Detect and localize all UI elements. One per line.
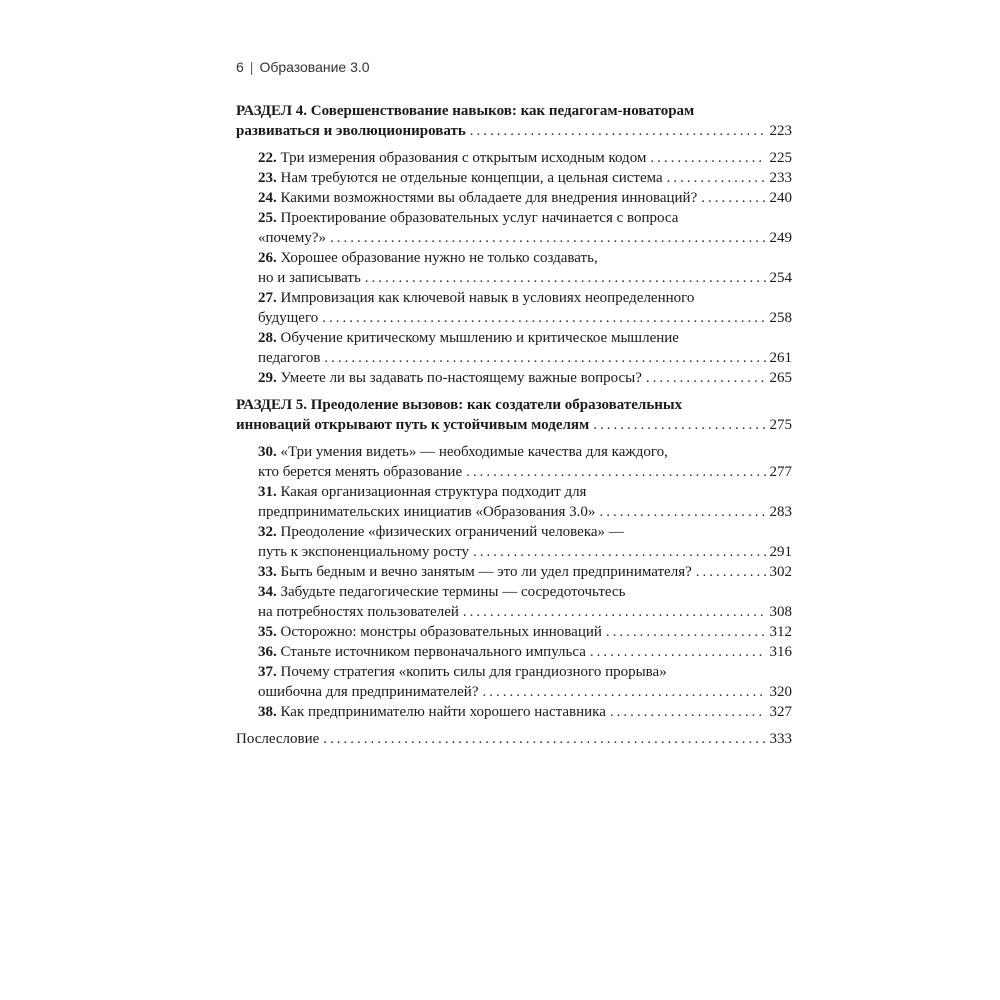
section-title-last-line (236, 121, 792, 141)
chapter-number: 35. (258, 624, 277, 640)
chapter-last-line (258, 602, 792, 622)
dot-leader (330, 228, 766, 248)
section-title-line: РАЗДЕЛ 5. Преодоление вызовов: как создатели образовательных (236, 397, 683, 413)
chapter-list (236, 148, 792, 388)
chapter-page-number: 320 (769, 684, 792, 700)
chapter-title-text: будущего (258, 310, 319, 326)
chapter-title-text: но и записывать (258, 270, 361, 286)
chapter-page-number: 308 (769, 604, 792, 620)
dot-leader (590, 642, 766, 662)
afterword-page-number: 333 (769, 731, 792, 747)
section-page-number: 223 (769, 123, 792, 139)
chapter-number: 24. (258, 190, 277, 206)
chapter-entry[interactable] (258, 622, 792, 642)
chapter-last-line (258, 148, 792, 168)
chapter-number: 30. (258, 444, 277, 460)
chapter-title-text: кто берется менять образование (258, 464, 463, 480)
chapter-entry[interactable] (258, 168, 792, 188)
dot-leader (606, 622, 766, 642)
chapter-title (258, 702, 606, 722)
chapter-title (258, 148, 646, 168)
chapter-title-text: Три измерения образования с открытым исходным кодом (280, 150, 647, 166)
chapter-page-number: 312 (769, 624, 792, 640)
chapter-title-text: Почему стратегия «копить силы для грандиозного прорыва» (280, 664, 667, 680)
dot-leader (701, 188, 765, 208)
chapter-entry[interactable] (258, 702, 792, 722)
section-title-line: РАЗДЕЛ 4. Совершенствование навыков: как педагогам-новаторам (236, 103, 695, 119)
chapter-title-text: Как предпринимателю найти хорошего наставника (280, 704, 606, 720)
chapter-list (236, 442, 792, 722)
chapter-title-line (258, 662, 792, 682)
chapter-title (258, 168, 663, 188)
chapter-title-line (258, 582, 792, 602)
chapter-title-text: Обучение критическому мышлению и критическое мышление (280, 330, 679, 346)
dot-leader (365, 268, 766, 288)
dot-leader (322, 308, 765, 328)
chapter-page-number: 291 (769, 544, 792, 560)
dot-leader (463, 602, 766, 622)
chapter-number: 27. (258, 290, 277, 306)
chapter-number: 23. (258, 170, 277, 186)
chapter-page-number: 261 (769, 350, 792, 366)
chapter-title-text: Забудьте педагогические термины — сосредоточьтесь (280, 584, 626, 600)
chapter-last-line (258, 308, 792, 328)
chapter-entry[interactable] (258, 582, 792, 622)
dot-leader (650, 148, 765, 168)
chapter-title-text: Нам требуются не отдельные концепции, а цельная система (280, 170, 663, 186)
chapter-number: 34. (258, 584, 277, 600)
chapter-page-number: 225 (769, 150, 792, 166)
chapter-title-line (258, 288, 792, 308)
chapter-title-text: «почему?» (258, 230, 326, 246)
chapter-number: 25. (258, 210, 277, 226)
chapter-title-text: путь к экспоненциальному росту (258, 544, 470, 560)
chapter-last-line (258, 368, 792, 388)
book-title: Образование 3.0 (259, 59, 370, 75)
chapter-page-number: 327 (769, 704, 792, 720)
section-page-number: 275 (769, 417, 792, 433)
chapter-number: 31. (258, 484, 277, 500)
chapter-number: 29. (258, 370, 277, 386)
dot-leader (696, 562, 766, 582)
toc-section (236, 101, 792, 388)
chapter-last-line (258, 188, 792, 208)
chapter-number: 22. (258, 150, 277, 166)
page-number: 6 (236, 59, 244, 75)
chapter-entry[interactable] (258, 662, 792, 702)
chapter-last-line (258, 682, 792, 702)
dot-leader (610, 702, 766, 722)
dot-leader (646, 368, 766, 388)
chapter-number: 32. (258, 524, 277, 540)
dot-leader (466, 462, 765, 482)
chapter-title-text: Импровизация как ключевой навык в условиях неопределенного (280, 290, 695, 306)
running-head-separator: | (249, 59, 254, 75)
chapter-title (258, 188, 697, 208)
chapter-title-line (258, 248, 792, 268)
chapter-entry[interactable] (258, 562, 792, 582)
dot-leader (483, 682, 766, 702)
section-heading (236, 101, 792, 141)
chapter-entry[interactable] (258, 642, 792, 662)
chapter-title-line (258, 442, 792, 462)
chapter-entry[interactable] (258, 248, 792, 288)
chapter-last-line (258, 268, 792, 288)
chapter-last-line (258, 542, 792, 562)
chapter-last-line (258, 502, 792, 522)
dot-leader (593, 415, 765, 435)
dot-leader (473, 542, 765, 562)
chapter-title-text: Проектирование образовательных услуг начинается с вопроса (280, 210, 679, 226)
chapter-title-text: Какими возможностями вы обладаете для внедрения инноваций? (280, 190, 698, 206)
chapter-title-line (258, 522, 792, 542)
running-head (236, 59, 370, 75)
chapter-title-line (258, 328, 792, 348)
chapter-last-line (258, 348, 792, 368)
chapter-number: 36. (258, 644, 277, 660)
toc-section (236, 395, 792, 722)
dot-leader (324, 348, 765, 368)
chapter-number: 26. (258, 250, 277, 266)
chapter-number: 37. (258, 664, 277, 680)
chapter-page-number: 302 (769, 564, 792, 580)
section-title-text: развиваться и эволюционировать (236, 123, 466, 139)
chapter-last-line (258, 462, 792, 482)
chapter-title-text: ошибочна для предпринимателей? (258, 684, 479, 700)
chapter-entry[interactable] (258, 288, 792, 328)
chapter-last-line (258, 168, 792, 188)
chapter-title-line (258, 482, 792, 502)
chapter-last-line (258, 622, 792, 642)
afterword-entry[interactable] (236, 729, 792, 749)
table-of-contents (236, 101, 792, 749)
dot-leader (667, 168, 766, 188)
chapter-title-text: педагогов (258, 350, 321, 366)
chapter-entry[interactable] (258, 482, 792, 522)
chapter-title-text: Станьте источником первоначального импульса (280, 644, 586, 660)
dot-leader (599, 502, 765, 522)
chapter-entry[interactable] (258, 188, 792, 208)
chapter-page-number: 249 (769, 230, 792, 246)
chapter-page-number: 265 (769, 370, 792, 386)
chapter-title-text: Осторожно: монстры образовательных инноваций (280, 624, 602, 640)
section-title-last-line (236, 415, 792, 435)
chapter-page-number: 277 (769, 464, 792, 480)
chapter-page-number: 316 (769, 644, 792, 660)
chapter-title (258, 562, 692, 582)
chapter-number: 28. (258, 330, 277, 346)
chapter-entry[interactable] (258, 148, 792, 168)
chapter-title (258, 642, 586, 662)
afterword-label: Послесловие (236, 731, 320, 747)
chapter-title-text: «Три умения видеть» — необходимые качества для каждого, (280, 444, 668, 460)
chapter-title (258, 622, 602, 642)
chapter-page-number: 258 (769, 310, 792, 326)
chapter-title-text: предпринимательских инициатив «Образования 3.0» (258, 504, 596, 520)
chapter-title-text: Какая организационная структура подходит для (280, 484, 587, 500)
chapter-entry[interactable] (258, 522, 792, 562)
chapter-title (258, 368, 642, 388)
chapter-entry[interactable] (258, 328, 792, 368)
chapter-number: 38. (258, 704, 277, 720)
chapter-title-text: Умеете ли вы задавать по-настоящему важные вопросы? (280, 370, 642, 386)
chapter-page-number: 283 (769, 504, 792, 520)
chapter-entry[interactable] (258, 368, 792, 388)
chapter-title-text: Быть бедным и вечно занятым — это ли удел предпринимателя? (280, 564, 692, 580)
chapter-last-line (258, 702, 792, 722)
chapter-page-number: 240 (769, 190, 792, 206)
chapter-title-text: Преодоление «физических ограничений человека» — (280, 524, 624, 540)
chapter-entry[interactable] (258, 208, 792, 248)
dot-leader (470, 121, 766, 141)
chapter-title-text: на потребностях пользователей (258, 604, 459, 620)
chapter-entry[interactable] (258, 442, 792, 482)
section-heading (236, 395, 792, 435)
chapter-last-line (258, 642, 792, 662)
chapter-page-number: 254 (769, 270, 792, 286)
chapter-number: 33. (258, 564, 277, 580)
section-title-text: инноваций открывают путь к устойчивым моделям (236, 417, 590, 433)
dot-leader (323, 729, 765, 749)
chapter-page-number: 233 (769, 170, 792, 186)
chapter-title-line (258, 208, 792, 228)
chapter-title-text: Хорошее образование нужно не только создавать, (280, 250, 598, 266)
chapter-last-line (258, 562, 792, 582)
chapter-last-line (258, 228, 792, 248)
